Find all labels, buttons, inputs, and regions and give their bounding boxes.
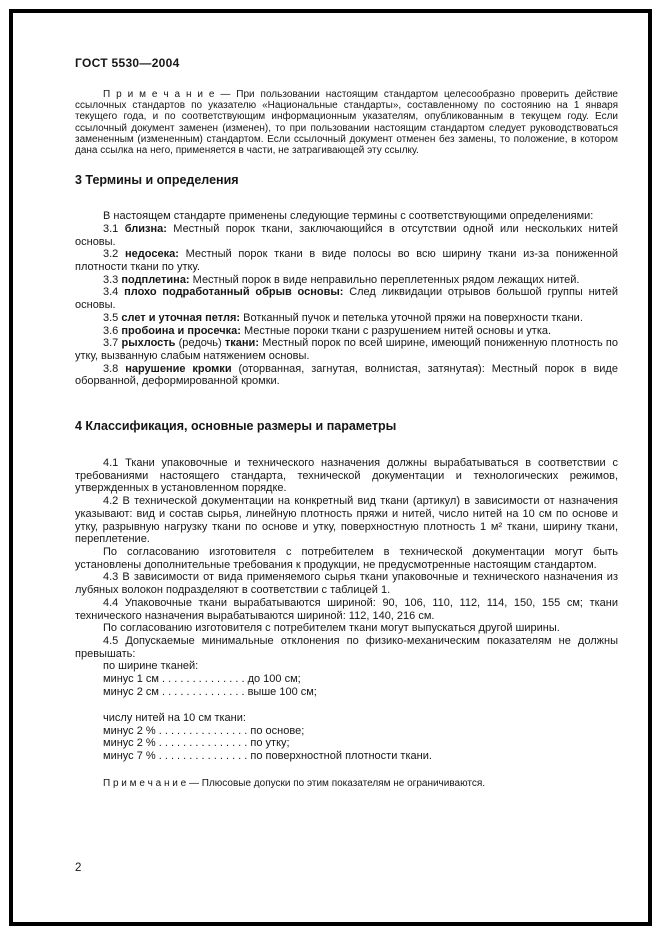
tolerance-width-header: по ширине тканей: (103, 660, 199, 673)
term-definition-3-4 (75, 286, 618, 311)
term-name: близна: (124, 222, 167, 235)
term-name-2: ткани: (224, 337, 259, 350)
clause-4-1: 4.1 Ткани упаковочные и технического назначения должны вырабатываться в соответствии с требованиями настоящего стандарта, технической документации и технологических режимов, утвержденных в установленном порядке. (75, 457, 618, 495)
clause-4-3: 4.3 В зависимости от вида применяемого сырья ткани упаковочные и технического назначения из лубяных волокон подразделяют в соответствии с таблицей 1. (75, 571, 618, 597)
term-text: Местный порок в виде неправильно переплетенных рядом лежащих нитей. (192, 273, 580, 286)
clause-4-2: 4.2 В технической документации на конкретный вид ткани (артикул) в зависимости от назначения указывают: вид и состав сырья, линейную плотность пряжи и нитей, число нитей на 10 см по основе и утку, разрывную нагрузку ткани по основе и утку, поверхностную плотность 1 м² ткани, ширину ткани, переплетение. (75, 495, 618, 546)
term-number: 3.6 (103, 324, 119, 337)
section-3-heading: 3 Термины и определения (75, 173, 239, 188)
term-definition-3-2 (75, 248, 618, 273)
clause-4-5: 4.5 Допускаемые минимальные отклонения по физико-механическим показателям не должны превышать: (75, 634, 618, 660)
term-name-regular: (оторванная, загнутая, волнистая, затянутая): (238, 362, 485, 375)
term-name-regular: (редочь) (178, 337, 222, 350)
page-content (75, 56, 618, 789)
tolerance-line: минус 2 см . . . . . . . . . . . . . . выше 100 см; (103, 685, 317, 698)
referenced-standards-note: П р и м е ч а н и е — При пользовании настоящим стандартом целесообразно проверить действие ссылочных стандартов по указателю «Национальные стандарты», составленному по состоянию на 1 января текущего года, и по соответствующим информационным указателям, опубликованным в текущем году. Если ссылочный документ заменен (изменен), то при пользовании настоящим стандартом следует руководствоваться замененным (измененным) стандартом. Если ссылочный документ отменен без замены, то положение, в котором дана ссылка на него, применяется в части, не затрагивающей эту ссылку. (75, 89, 618, 157)
clause-4-4: 4.4 Упаковочные ткани вырабатываются шириной: 90, 106, 110, 112, 114, 150, 155 см; ткани технического назначения вырабатываются шириной: 112, 140, 216 см. (75, 596, 618, 622)
term-number: 3.2 (103, 248, 119, 261)
term-name: подплетина: (121, 273, 190, 286)
section-4-heading: 4 Классификация, основные размеры и параметры (75, 419, 397, 434)
term-number: 3.8 (103, 362, 119, 375)
term-definition-3-8 (75, 363, 618, 388)
term-text: Местный порок в виде оборванной, деформированной кромки. (75, 362, 618, 388)
clause-4-2-continued: По согласованию изготовителя с потребителем в технической документации могут быть установлены дополнительные требования к продукции, не предусмотренные настоящим стандартом. (75, 545, 618, 571)
term-name: пробоина и просечка: (121, 324, 241, 337)
term-text: Местный порок ткани в виде полосы во всю ширину ткани из-за пониженной плотности ткани по утку. (75, 248, 618, 274)
term-number: 3.3 (103, 273, 119, 286)
term-number: 3.4 (103, 286, 119, 299)
term-name: рыхлость (121, 337, 176, 350)
term-definition-3-7 (75, 337, 618, 362)
tolerance-line: минус 1 см . . . . . . . . . . . . . . до 100 см; (103, 673, 301, 686)
term-definition-3-1 (75, 223, 618, 248)
term-definition-3-3 (75, 274, 618, 287)
terms-intro: В настоящем стандарте применены следующие термины с соответствующими определениями: (103, 210, 594, 223)
page-number: 2 (75, 862, 82, 874)
tolerance-line: минус 2 % . . . . . . . . . . . . . . . по утку; (103, 737, 290, 750)
term-text: Местные пороки ткани с разрушением нитей основы и утка. (244, 324, 552, 337)
tolerance-line: минус 7 % . . . . . . . . . . . . . . . по поверхностной плотности ткани. (103, 750, 432, 763)
term-number: 3.1 (103, 222, 119, 235)
tolerances-note: П р и м е ч а н и е — Плюсовые допуски по этим показателям не ограничиваются. (103, 777, 486, 789)
document-number: ГОСТ 5530—2004 (75, 56, 180, 70)
term-number: 3.5 (103, 311, 119, 324)
clause-4-4-continued: По согласованию изготовителя с потребителем ткани могут выпускаться другой ширины. (103, 622, 560, 635)
tolerance-line: минус 2 % . . . . . . . . . . . . . . . по основе; (103, 724, 305, 737)
term-name: нарушение кромки (125, 362, 232, 375)
term-name: плохо подработанный обрыв основы: (124, 286, 344, 299)
tolerance-threads-header: числу нитей на 10 см ткани: (103, 711, 246, 724)
term-definition-3-6 (75, 325, 618, 338)
term-definition-3-5 (75, 312, 618, 325)
tolerances-block (103, 660, 618, 763)
term-name: слет и уточная петля: (121, 311, 241, 324)
term-name: недосека: (125, 248, 179, 261)
term-text: Местный порок ткани, заключающийся в отсутствии одной или нескольких нитей основы. (75, 222, 619, 248)
term-number: 3.7 (103, 337, 119, 350)
term-text: Местный порок по всей ширине, имеющий пониженную плотность по утку, вызванную слабым натяжением основы. (75, 337, 619, 362)
term-text: Вотканный пучок и петелька уточной пряжи на поверхности ткани. (243, 311, 583, 324)
term-text: След ликвидации отрывов большой группы нитей основы. (75, 286, 618, 312)
